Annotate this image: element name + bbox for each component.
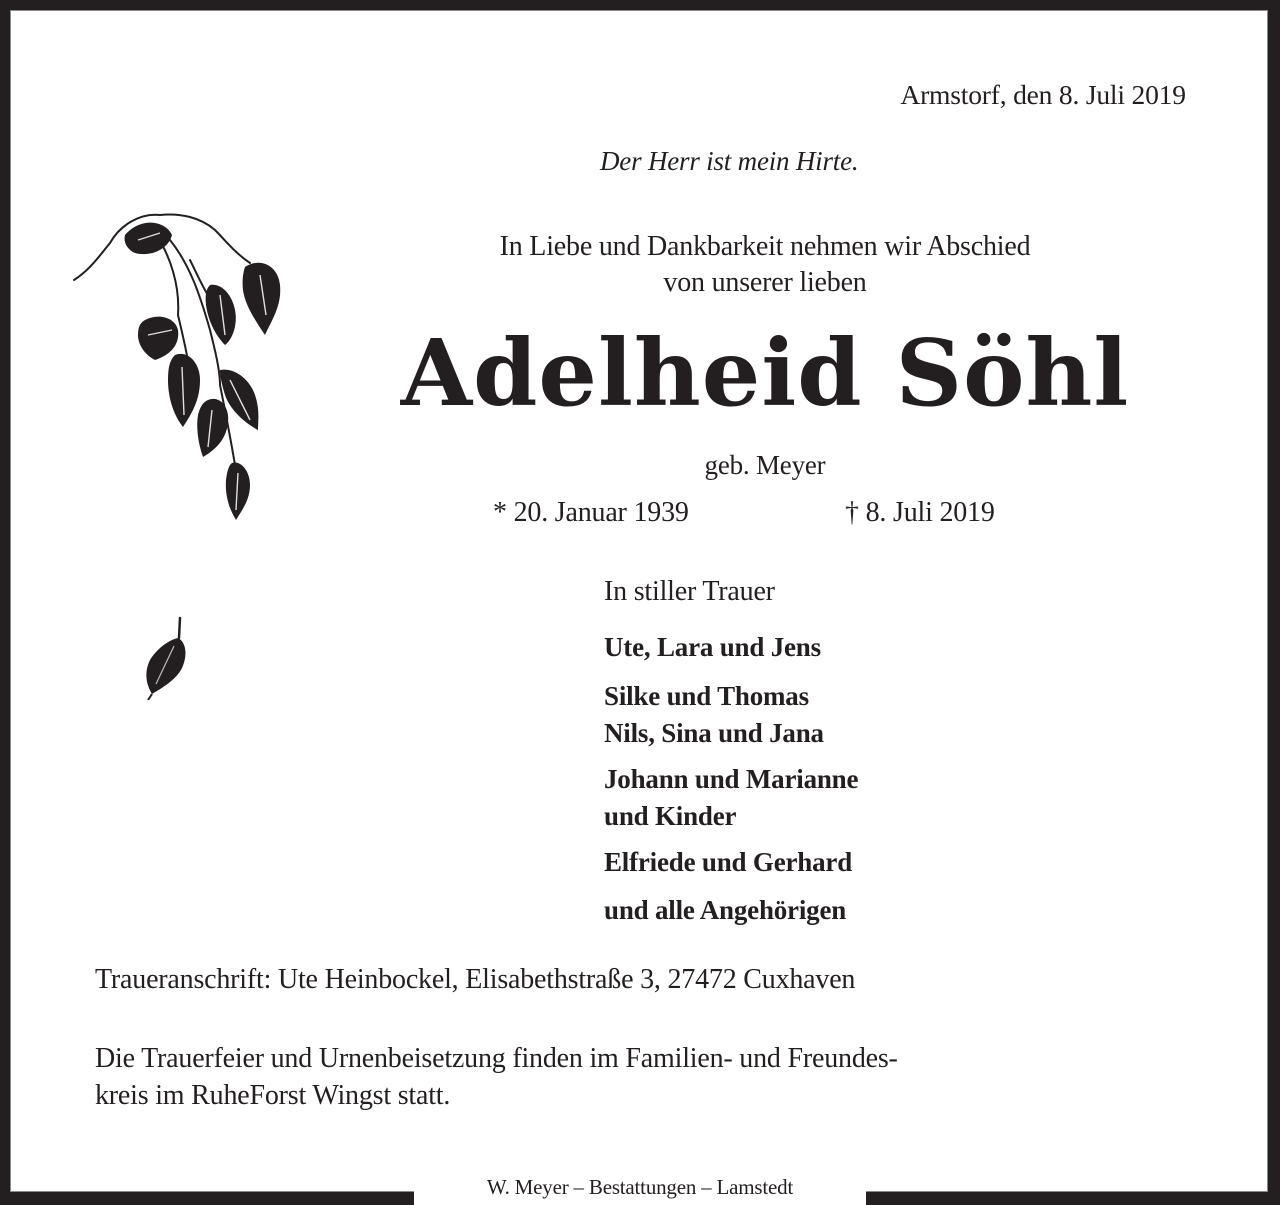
place-and-date: Armstorf, den 8. Juli 2019 xyxy=(900,80,1186,110)
mourner-line: Silke und Thomas xyxy=(604,681,809,711)
mourners-intro: In stiller Trauer xyxy=(604,576,775,607)
mourner-line: und Kinder xyxy=(604,801,737,831)
farewell-intro xyxy=(400,229,1130,301)
falling-leaf-icon xyxy=(130,610,200,700)
death-date: † 8. Juli 2019 xyxy=(845,497,995,528)
mourner-line: Ute, Lara und Jens xyxy=(604,632,821,662)
mourner-group xyxy=(604,892,1004,929)
mourner-line: Nils, Sina und Jana xyxy=(604,718,824,748)
mourner-line: Elfriede und Gerhard xyxy=(604,847,853,877)
maiden-name: geb. Meyer xyxy=(704,450,826,480)
mourner-group xyxy=(604,629,1004,666)
deceased-name: Adelheid Söhl xyxy=(400,319,1130,427)
mourner-group xyxy=(604,761,1004,835)
mourner-group xyxy=(604,844,1004,881)
birth-date: * 20. Januar 1939 xyxy=(493,497,689,528)
mourner-line: Johann und Marianne xyxy=(604,764,859,794)
mourner-line: und alle Angehörigen xyxy=(604,895,847,925)
farewell-intro-line-1: In Liebe und Dankbarkeit nehmen wir Abschied xyxy=(499,231,1031,262)
mourning-address: Traueranschrift: Ute Heinbockel, Elisabethstraße 3, 27472 Cuxhaven xyxy=(95,964,856,995)
ceremony-line-1: Die Trauerfeier und Urnenbeisetzung finden im Familien- und Freundes- xyxy=(95,1043,898,1074)
ceremony-line-2: kreis im RuheForst Wingst statt. xyxy=(95,1080,451,1111)
farewell-intro-line-2: von unserer lieben xyxy=(663,267,867,298)
motto-quote: Der Herr ist mein Hirte. xyxy=(600,146,859,176)
mourner-group xyxy=(604,678,1004,752)
undertaker-credit: W. Meyer – Bestattungen – Lamstedt xyxy=(486,1175,794,1199)
ceremony-info xyxy=(95,1040,1195,1114)
birch-branch-icon xyxy=(60,195,300,535)
